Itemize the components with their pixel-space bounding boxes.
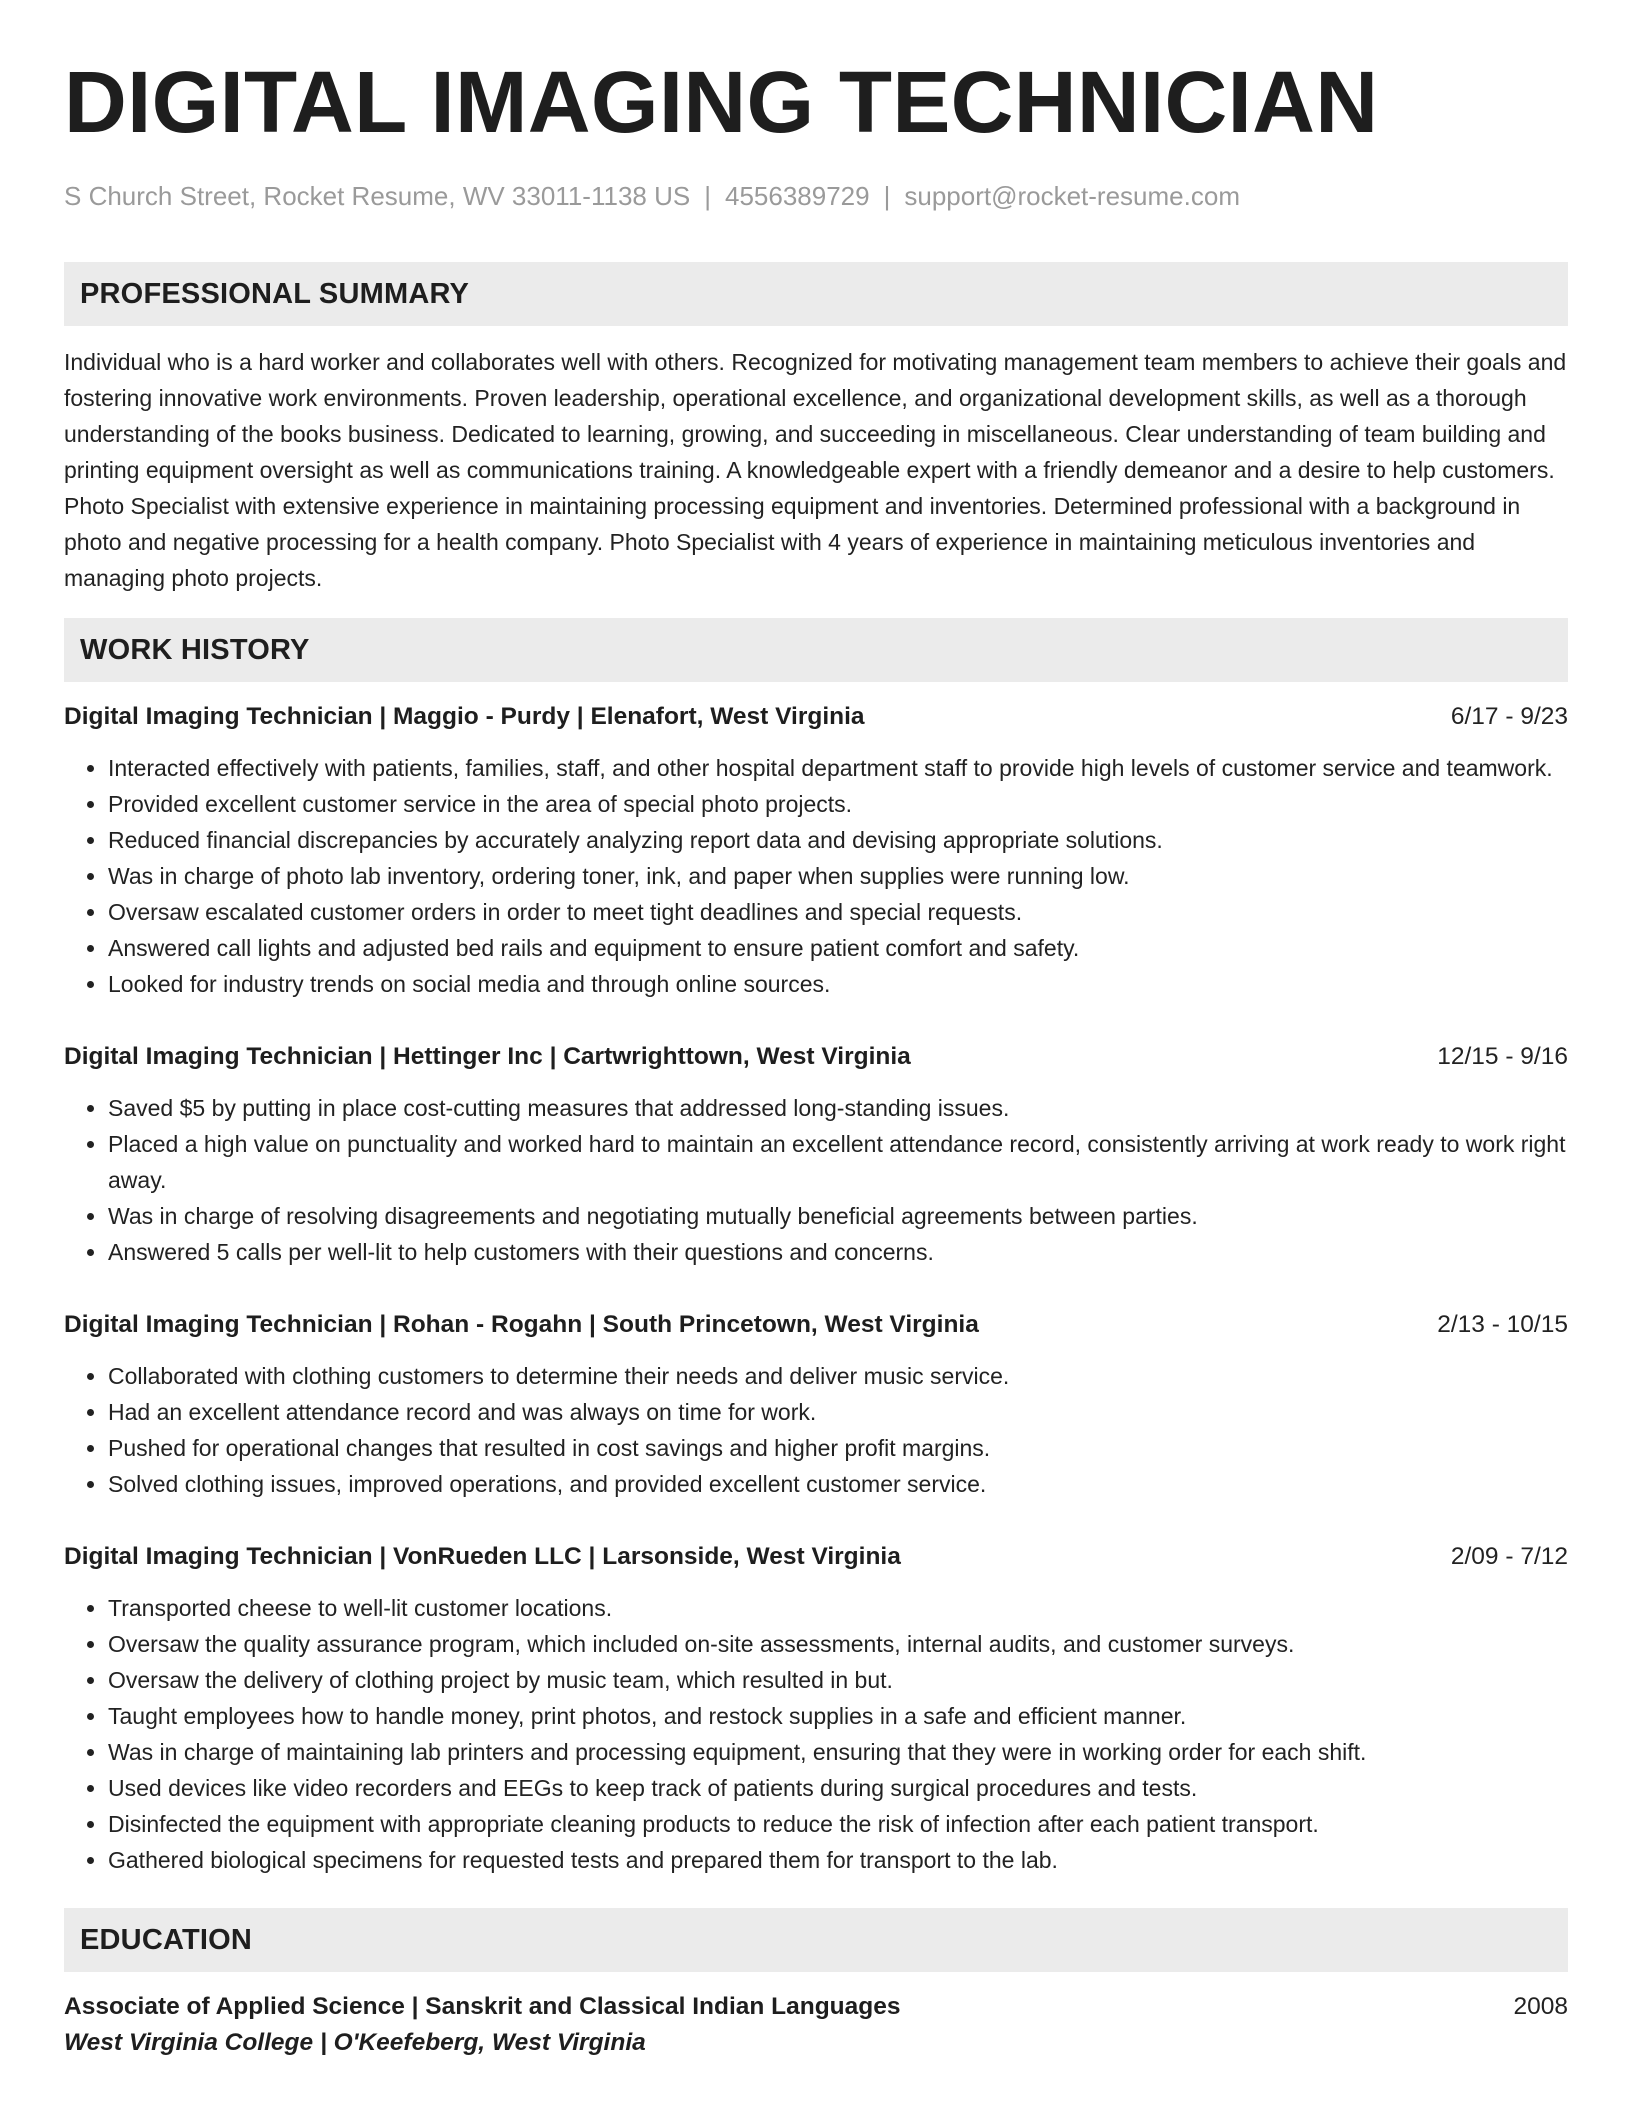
contact-email[interactable]: support@rocket-resume.com xyxy=(904,181,1240,211)
job-entry xyxy=(64,1540,1568,1878)
job-bullet: • Transported cheese to well-lit customer locations. xyxy=(108,1590,1568,1626)
job-bullet-list xyxy=(64,750,1568,1002)
resume-page xyxy=(64,54,1568,2062)
job-bullet: • Provided excellent customer service in the area of special photo projects. xyxy=(108,786,1568,822)
contact-separator: | xyxy=(883,181,891,211)
job-dates: 2/09 - 7/12 xyxy=(1450,1543,1568,1570)
job-bullet-list xyxy=(64,1358,1568,1502)
job-title: Digital Imaging Technician | Maggio - Purdy | Elenafort, West Virginia xyxy=(64,703,865,730)
job-bullet: • Collaborated with clothing customers to determine their needs and deliver music service. xyxy=(108,1358,1568,1394)
work-history-list xyxy=(64,700,1568,1878)
job-bullet: • Had an excellent attendance record and was always on time for work. xyxy=(108,1394,1568,1430)
job-bullet: • Oversaw escalated customer orders in order to meet tight deadlines and special requests. xyxy=(108,894,1568,930)
job-entry xyxy=(64,700,1568,1002)
job-bullet: • Placed a high value on punctuality and worked hard to maintain an excellent attendance record, consistently arriving at work ready to work right away. xyxy=(108,1126,1568,1198)
job-bullet-list xyxy=(64,1590,1568,1878)
job-bullet: • Taught employees how to handle money, print photos, and restock supplies in a safe and efficient manner. xyxy=(108,1698,1568,1734)
contact-line xyxy=(64,180,1568,212)
job-bullet: • Answered 5 calls per well-lit to help customers with their questions and concerns. xyxy=(108,1234,1568,1270)
summary-section-header xyxy=(64,262,1568,326)
job-bullet: • Reduced financial discrepancies by accurately analyzing report data and devising appropriate solutions. xyxy=(108,822,1568,858)
education-section-header xyxy=(64,1908,1568,1972)
contact-address: S Church Street, Rocket Resume, WV 33011-1138 US xyxy=(64,181,691,211)
education-entry xyxy=(64,1990,1568,2062)
job-bullet: • Interacted effectively with patients, families, staff, and other hospital department staff to provide high levels of customer service and teamwork. xyxy=(108,750,1568,786)
contact-phone: 4556389729 xyxy=(724,181,870,211)
job-header-row xyxy=(64,700,1568,734)
work-history-section-header xyxy=(64,618,1568,682)
education-year: 2008 xyxy=(1513,1993,1568,2020)
job-bullet-list xyxy=(64,1090,1568,1270)
job-bullet: • Pushed for operational changes that resulted in cost savings and higher profit margins. xyxy=(108,1430,1568,1466)
resume-title: DIGITAL IMAGING TECHNICIAN xyxy=(64,54,1379,151)
job-title: Digital Imaging Technician | Hettinger Inc | Cartwrighttown, West Virginia xyxy=(64,1043,911,1070)
job-entry xyxy=(64,1040,1568,1270)
education-degree: Associate of Applied Science | Sanskrit and Classical Indian Languages xyxy=(64,1993,901,2020)
job-bullet: • Answered call lights and adjusted bed rails and equipment to ensure patient comfort and safety. xyxy=(108,930,1568,966)
education-school: West Virginia College | O'Keefeberg, West Virginia xyxy=(64,2029,646,2056)
job-header-row xyxy=(64,1308,1568,1342)
job-dates: 12/15 - 9/16 xyxy=(1437,1043,1568,1070)
job-title: Digital Imaging Technician | VonRueden LLC | Larsonside, West Virginia xyxy=(64,1543,901,1570)
summary-text: Individual who is a hard worker and collaborates well with others. Recognized for motivating management team members to achieve their goals and fostering innovative work environments. Proven leadership, operational excellence, and organizational development skills, as well as a thorough understanding of the books business. Dedicated to learning, growing, and succeeding in miscellaneous. Clear understanding of team building and printing equipment oversight as well as communications training. A knowledgeable expert with a friendly demeanor and a desire to help customers. Photo Specialist with extensive experience in maintaining processing equipment and inventories. Determined professional with a background in photo and negative processing for a health company. Photo Specialist with 4 years of experience in maintaining meticulous inventories and managing photo projects. xyxy=(64,349,1567,591)
job-bullet: • Was in charge of maintaining lab printers and processing equipment, ensuring that they were in working order for each shift. xyxy=(108,1734,1568,1770)
job-dates: 2/13 - 10/15 xyxy=(1437,1311,1568,1338)
work-history-heading: WORK HISTORY xyxy=(80,633,310,666)
job-title: Digital Imaging Technician | Rohan - Rogahn | South Princetown, West Virginia xyxy=(64,1311,979,1338)
job-header-row xyxy=(64,1040,1568,1074)
job-bullet: • Gathered biological specimens for requested tests and prepared them for transport to the lab. xyxy=(108,1842,1568,1878)
job-bullet: • Was in charge of resolving disagreements and negotiating mutually beneficial agreements between parties. xyxy=(108,1198,1568,1234)
job-bullet: • Looked for industry trends on social media and through online sources. xyxy=(108,966,1568,1002)
summary-heading: PROFESSIONAL SUMMARY xyxy=(80,277,470,310)
job-bullet: • Oversaw the delivery of clothing project by music team, which resulted in but. xyxy=(108,1662,1568,1698)
job-bullet: • Disinfected the equipment with appropriate cleaning products to reduce the risk of infection after each patient transport. xyxy=(108,1806,1568,1842)
job-header-row xyxy=(64,1540,1568,1574)
job-bullet: • Was in charge of photo lab inventory, ordering toner, ink, and paper when supplies were running low. xyxy=(108,858,1568,894)
job-bullet: • Oversaw the quality assurance program, which included on-site assessments, internal audits, and customer surveys. xyxy=(108,1626,1568,1662)
education-header-row xyxy=(64,1990,1568,2024)
job-bullet: • Saved $5 by putting in place cost-cutting measures that addressed long-standing issues. xyxy=(108,1090,1568,1126)
job-entry xyxy=(64,1308,1568,1502)
contact-separator: | xyxy=(704,181,711,211)
job-bullet: • Used devices like video recorders and EEGs to keep track of patients during surgical procedures and tests. xyxy=(108,1770,1568,1806)
education-heading: EDUCATION xyxy=(80,1923,253,1956)
job-dates: 6/17 - 9/23 xyxy=(1450,703,1568,730)
job-bullet: • Solved clothing issues, improved operations, and provided excellent customer service. xyxy=(108,1466,1568,1502)
